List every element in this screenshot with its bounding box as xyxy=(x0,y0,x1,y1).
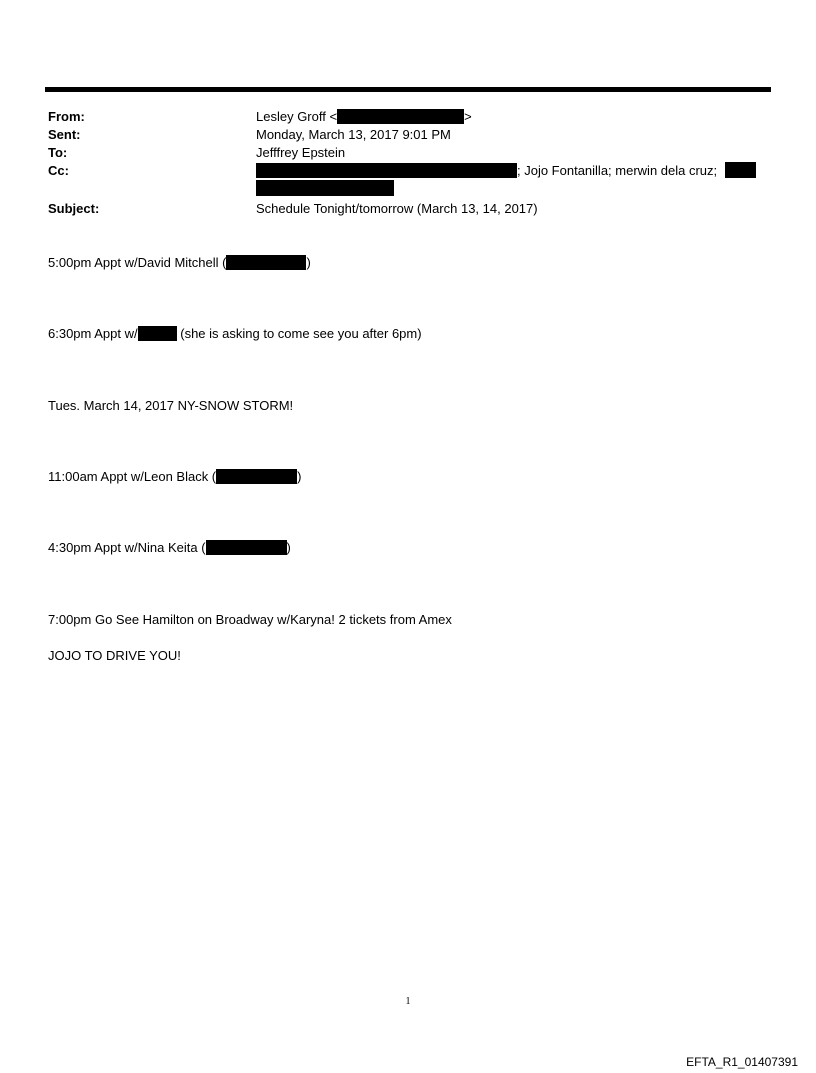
to-label: To: xyxy=(48,145,68,160)
schedule-note: JOJO TO DRIVE YOU! xyxy=(48,648,181,663)
from-name: Lesley Groff < xyxy=(256,109,338,124)
redaction-block xyxy=(216,469,297,484)
schedule-close: ) xyxy=(286,540,291,555)
redaction-block xyxy=(256,163,517,178)
sent-value: Monday, March 13, 2017 9:01 PM xyxy=(256,127,451,142)
to-value: Jefffrey Epstein xyxy=(256,145,346,160)
schedule-text: 6:30pm Appt w/ xyxy=(48,326,138,341)
redaction-block xyxy=(138,326,177,341)
cc-value xyxy=(256,162,717,179)
schedule-item xyxy=(48,468,301,485)
schedule-close: ) xyxy=(306,255,311,270)
subject-value: Schedule Tonight/tomorrow (March 13, 14, 2017) xyxy=(256,201,538,216)
redaction-block xyxy=(226,255,306,270)
schedule-item xyxy=(48,325,422,342)
schedule-item: 7:00pm Go See Hamilton on Broadway w/Karyna! 2 tickets from Amex xyxy=(48,612,452,627)
schedule-text: 11:00am Appt w/Leon Black ( xyxy=(48,469,217,484)
from-label: From: xyxy=(48,109,85,124)
redaction-block xyxy=(206,540,287,555)
cc-label: Cc: xyxy=(48,163,69,178)
schedule-text: 4:30pm Appt w/Nina Keita ( xyxy=(48,540,206,555)
from-close: > xyxy=(464,109,472,124)
page-number: 1 xyxy=(405,996,411,1007)
cc-recipients: ; Jojo Fontanilla; merwin dela cruz; xyxy=(517,163,718,178)
from-value xyxy=(256,108,472,125)
subject-label: Subject: xyxy=(48,201,100,216)
schedule-item xyxy=(48,254,311,271)
header-rule xyxy=(45,87,771,92)
sent-label: Sent: xyxy=(48,127,81,142)
schedule-item xyxy=(48,539,291,556)
schedule-text: 5:00pm Appt w/David Mitchell ( xyxy=(48,255,227,270)
bates-number: EFTA_R1_01407391 xyxy=(686,1055,798,1069)
redaction-block xyxy=(725,162,756,178)
redaction-block xyxy=(337,109,464,124)
schedule-note: (she is asking to come see you after 6pm) xyxy=(176,326,422,341)
redaction-block xyxy=(256,180,394,196)
schedule-close: ) xyxy=(297,469,302,484)
schedule-date-heading: Tues. March 14, 2017 NY-SNOW STORM! xyxy=(48,398,294,413)
